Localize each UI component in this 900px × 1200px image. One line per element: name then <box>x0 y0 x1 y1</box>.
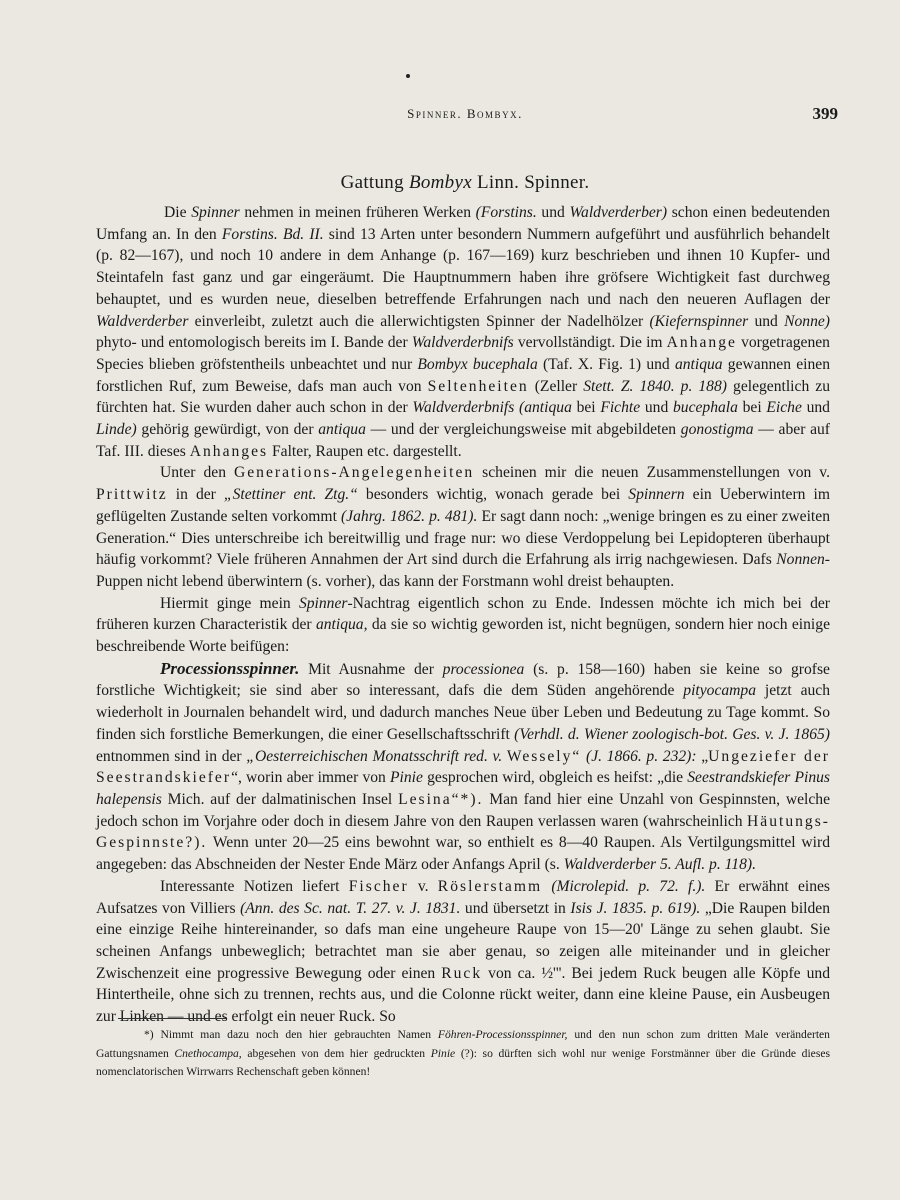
spaced-text: Generations-Angelegenheiten <box>233 464 475 482</box>
body-text <box>96 202 830 1028</box>
text: Er erwähnt eines Aufsatzes von Villiers <box>96 877 830 917</box>
italic-text: processionea <box>442 660 525 678</box>
italic-text: antiqua <box>674 355 723 373</box>
text: *) Nimmt man dazu noch den hier gebrauchten Namen <box>144 1028 438 1041</box>
title-pre: Gattung <box>340 172 409 193</box>
text: nehmen in meinen früheren Werken <box>239 204 476 221</box>
spaced-text: Anhanges <box>189 442 269 460</box>
text: sind 13 Arten unter besondern Nummern aufgeführt und ausführlich behandelt (p. 82—167), und noch 10 andere in dem Anhange (p. 167—169) kurz beschrieben und ihnen 10 Kupfer- und Steintafeln fast ganz und gar eingeräumt. Die Hauptnummern haben ihre gröfsere Wichtigkeit fast durchweg behauptet, und es wurden neue, dieselben betreffende Erfahrungen nach und nach den neueren Auflagen der <box>96 225 830 308</box>
italic-text: Nonne) <box>784 312 830 330</box>
italic-text: (J. 1866. p. 232): <box>586 747 697 765</box>
paragraph-1 <box>96 202 830 462</box>
italic-text: Forstins. Bd. II. <box>221 225 324 243</box>
spaced-text: Wessely“ <box>506 747 582 765</box>
italic-text: Seestrandskiefer Pinus halepensis <box>96 769 831 808</box>
spaced-text: Anhange <box>666 334 737 352</box>
text: “, worin aber immer von <box>231 769 391 787</box>
text: vorgetragenen Species blieben gröfstentheils unbeachtet und nur <box>96 334 830 373</box>
italic-text: pityocampa <box>683 682 757 700</box>
spaced-text: Ruck <box>441 964 483 982</box>
text: gelegentlich zu fürchten hat. Sie wurden daher auch schon in der <box>96 377 831 417</box>
spaced-text: Röslerstamm <box>437 877 543 895</box>
italic-text: bucephala <box>672 399 738 417</box>
italic-text: „Oesterreichischen Monatsschrift red. v. <box>246 747 503 765</box>
spaced-text: Prittwitz <box>96 486 168 504</box>
text: abgesehen von dem hier gedruckten <box>241 1046 431 1060</box>
spaced-text: Lesina“*). <box>398 790 484 808</box>
spaced-text: Häutungs-Gespinnste?). <box>96 812 830 852</box>
text: v. <box>408 877 438 895</box>
footnote-divider <box>118 1018 226 1019</box>
italic-text: (Jahrg. 1862. p. 481). <box>340 507 478 525</box>
text: und übersetzt in <box>460 899 571 917</box>
italic-text: (Ann. des Sc. nat. T. 27. v. J. 1831. <box>240 899 461 917</box>
text: -Nachtrag eigentlich schon zu Ende. Indessen möchte ich mich bei der früheren kurzen Characteristik der <box>96 594 830 634</box>
italic-text: gonostigma <box>680 421 754 439</box>
italic-text: Isis J. 1835. p. 619). <box>570 899 701 917</box>
text: von ca. ½'''. Bei jedem Ruck beugen alle Köpfe und Hintertheile, ohne sich zu trennen, rechts aus, und die Colonne rückt weiter, dann eine kleine Pause, ein Ausbeugen zur Linken — und es erfolgt ein neuer Ruck. So <box>96 964 830 1026</box>
text: gesprochen wird, obgleich es heifst: „die <box>422 769 688 787</box>
spaced-text: Ungeziefer der Seestrandskiefer <box>96 747 830 787</box>
text: da sie so wichtig geworden ist, nicht begnügen, sondern hier noch einige beschreibende Worte beifügen: <box>96 616 830 656</box>
text: scheinen mir die neuen Zusammenstellungen von v. <box>474 464 830 482</box>
italic-text: Waldverderbnifs (antiqua <box>412 399 572 417</box>
text <box>542 878 551 895</box>
title-post: Linn. Spinner. <box>471 172 590 193</box>
text: und <box>640 399 673 417</box>
italic-text: Föhren-Processionsspinner, <box>437 1028 568 1041</box>
italic-text: Spinner <box>298 594 348 612</box>
paragraph-5 <box>96 876 830 1028</box>
text: Unter den <box>160 464 234 482</box>
italic-text: Waldverderber 5. Aufl. p. 118). <box>563 856 756 874</box>
text: und den nun schon zum dritten Male veränderten Gattungsnamen <box>96 1028 830 1060</box>
italic-text: Nonnen <box>776 551 825 569</box>
paragraph-4 <box>96 658 830 876</box>
lead-heading: Processionsspinner. <box>160 658 300 678</box>
text: Die <box>164 204 192 221</box>
text: und <box>801 399 830 417</box>
text: Falter, Raupen etc. dargestellt. <box>268 442 462 460</box>
text: entnommen sind in der <box>96 747 247 765</box>
italic-text: Spinnern <box>628 486 685 504</box>
text: Mich. auf der dalmatinischen Insel <box>161 790 399 808</box>
text: bei <box>737 399 767 417</box>
text: Hiermit ginge mein <box>160 594 299 612</box>
paragraph-3 <box>96 593 830 658</box>
paragraph-2 <box>96 462 830 592</box>
text: (s. p. 158—160) haben sie keine so grofse forstliche Wichtigkeit; sie sind aber so interessant, dafs die dem Süden angehörende <box>96 660 830 700</box>
italic-text: Waldverderber <box>96 312 189 330</box>
text: bei <box>571 399 601 417</box>
italic-text: Bombyx bucephala <box>417 355 538 373</box>
text: gehörig gewürdigt, von der <box>136 421 319 439</box>
text: einverleibt, zuletzt auch die allerwichtigsten Spinner der Nadelhölzer <box>188 312 650 330</box>
text: Wenn unter 20—25 eins bewohnt war, so enthielt es 8—40 Raupen. Als Vertilgungsmittel wird angegeben: das Abschneiden der Nester Ende März oder Anfangs April (s. <box>96 834 830 874</box>
italic-text: Fichte <box>600 399 641 417</box>
text: Er sagt dann noch: „wenige bringen es zu einer zweiten Generation.“ Dies unterschreibe ich bereitwillig und frage nur: wo diese Verdoppelung bei Lepidopteren überhaupt häufig vorkommt? Viele früheren Annahmen der Art sind durch die Erfahrung als irrig nachgewiesen. Dafs <box>96 507 830 569</box>
text: „ <box>696 747 709 765</box>
text: Man fand hier eine Unzahl von Gespinnsten, welche jedoch schon im Vorjahre oder doch in diesem Jahre von den Raupen verlassen waren (wahrscheinlich <box>96 790 830 830</box>
italic-text: (Kiefernspinner <box>649 312 749 330</box>
spaced-text: Seltenheiten <box>427 377 529 395</box>
italic-text: Waldverderbnifs <box>411 334 514 352</box>
italic-text: „Stettiner ent. Ztg.“ <box>223 486 358 504</box>
text: in der <box>167 486 224 504</box>
italic-text: Stett. Z. 1840. p. 188) <box>583 377 727 395</box>
italic-text: (Microlepid. p. 72. f.). <box>551 877 706 895</box>
italic-text: Waldverderber) <box>569 204 668 221</box>
italic-text: Spinner <box>191 204 240 221</box>
text: ein Ueberwintern im geflügelten Zustande selten vorkommt <box>96 486 830 525</box>
italic-text: antiqua, <box>315 616 368 634</box>
text: vervollständigt. Die im <box>513 334 667 352</box>
footnote-text <box>96 1026 830 1082</box>
italic-text: Linde) <box>96 421 137 439</box>
italic-text: Pinie <box>390 769 423 787</box>
text: — aber auf Taf. III. dieses <box>96 421 830 460</box>
running-head: Spinner. Bombyx. <box>407 106 523 121</box>
italic-text: antiqua <box>318 421 366 439</box>
text: -Puppen nicht lebend überwintern (s. vorher), das kann der Forstmann wohl dreist behaupten. <box>96 551 830 590</box>
text: gewannen einen forstlichen Ruf, zum Beweise, dafs man auch von <box>96 355 830 395</box>
text: (?): so dürften sich wohl nur wenige Forstmänner über die Gründe dieses nomenclatorischen Wirrwarrs Rechenschaft geben können! <box>96 1046 830 1078</box>
page-number: 399 <box>812 104 838 123</box>
text: (Zeller <box>528 377 584 395</box>
footnote <box>96 1026 830 1082</box>
italic-text: Pinie <box>430 1046 456 1060</box>
text: — und der vergleichungsweise mit abgebildeten <box>365 421 681 439</box>
text: phyto- und entomologisch bereits im I. Bande der <box>96 334 412 352</box>
text: jetzt auch wiederholt in Journalen behandelt wird, und dadurch manches Neue über Leben und Bedeutung zu Tage kommt. So finden sich forstliche Bemerkungen, die einer Gesellschaftsschrift <box>96 682 831 743</box>
italic-text: Eiche <box>766 399 802 417</box>
text: „Die Raupen bilden eine einzige Reihe hintereinander, so dafs man eine ungeheure Raupe von 15—20' Länge zu sehen glaubt. Sie scheinen Anfangs unbeweglich; betrachtet man sie aber genau, so zeigen alle miteinander und in gleicher Zwischenzeit eine progressive Bewegung oder einen <box>96 899 831 982</box>
section-title <box>0 172 900 194</box>
spaced-text: Fischer <box>348 877 409 895</box>
text: und <box>536 204 570 221</box>
italic-text: (Verhdl. d. Wiener zoologisch-bot. Ges. v. J. 1865) <box>514 725 830 743</box>
italic-text: Cnethocampa, <box>174 1046 242 1060</box>
text: schon einen bedeutenden Umfang an. In den <box>96 204 830 243</box>
page-header <box>0 104 900 130</box>
text: besonders wichtig, wonach gerade bei <box>357 486 629 504</box>
italic-text: (Forstins. <box>475 204 537 221</box>
text: Mit Ausnahme der <box>299 660 443 678</box>
print-mark <box>406 74 410 78</box>
title-genus: Bombyx <box>408 172 472 193</box>
text: und <box>748 312 785 330</box>
text: (Taf. X. Fig. 1) und <box>537 355 675 373</box>
text: Interessante Notizen liefert <box>160 877 349 895</box>
